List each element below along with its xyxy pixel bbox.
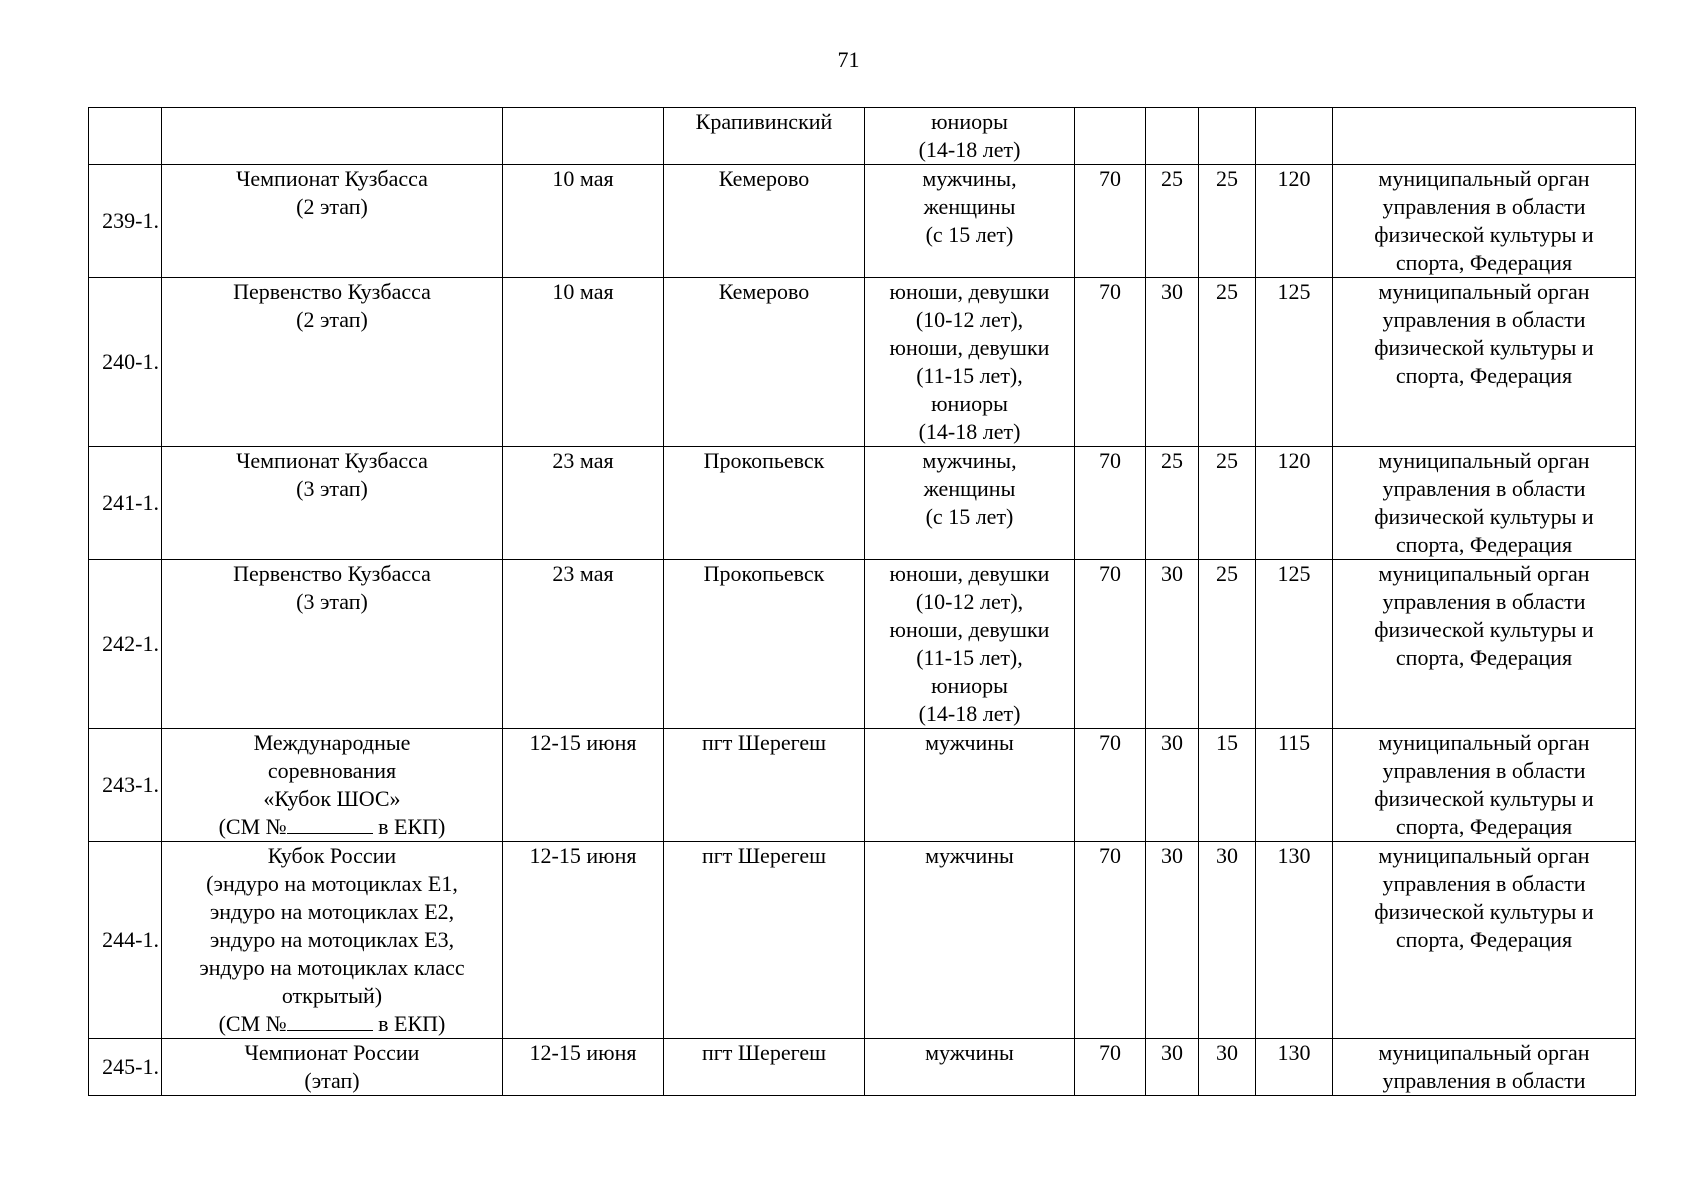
- participants-line: (с 15 лет): [925, 504, 1014, 529]
- participants-line: юниоры: [931, 391, 1008, 416]
- count-cell-1: 70: [1075, 1039, 1146, 1096]
- participants-cell: [865, 165, 1075, 278]
- count-cell-1: 70: [1075, 842, 1146, 1039]
- event-name-line: эндуро на мотоциклах Е3,: [209, 927, 455, 952]
- participants-line: юноши, девушки: [889, 279, 1050, 304]
- event-place-cell: Прокопьевск: [664, 560, 865, 729]
- event-name-line: (3 этап): [296, 589, 368, 614]
- count-cell-3: [1199, 108, 1256, 165]
- count-cell-3: 30: [1199, 1039, 1256, 1096]
- organizer-line: спорта, Федерация: [1395, 645, 1573, 670]
- count-cell-2: 30: [1146, 729, 1199, 842]
- count-cell-4: 125: [1256, 560, 1333, 729]
- event-place-cell: пгт Шерегеш: [664, 842, 865, 1039]
- event-name-cell: [162, 108, 503, 165]
- count-cell-4: 125: [1256, 278, 1333, 447]
- count-cell-2: 25: [1146, 165, 1199, 278]
- count-cell-1: 70: [1075, 729, 1146, 842]
- organizer-line: физической культуры и: [1374, 335, 1594, 360]
- count-cell-2: [1146, 108, 1199, 165]
- count-cell-2: 25: [1146, 447, 1199, 560]
- event-name-line: Чемпионат Кузбасса: [236, 448, 428, 473]
- event-name-line: Чемпионат России: [244, 1040, 420, 1065]
- event-date-cell: [503, 108, 664, 165]
- organizer-line: спорта, Федерация: [1395, 927, 1573, 952]
- participants-line: мужчины: [925, 843, 1014, 868]
- count-cell-4: 115: [1256, 729, 1333, 842]
- participants-cell: [865, 278, 1075, 447]
- organizer-line: спорта, Федерация: [1395, 250, 1573, 275]
- organizer-line: муниципальный орган: [1378, 1040, 1590, 1065]
- event-name-cell: [162, 1039, 503, 1096]
- table-row: [89, 278, 1636, 447]
- count-cell-2: 30: [1146, 278, 1199, 447]
- events-table-body: [89, 108, 1636, 1096]
- participants-cell: [865, 729, 1075, 842]
- event-number-cell: 244-1.: [89, 842, 162, 1039]
- organizer-line: физической культуры и: [1374, 617, 1594, 642]
- event-name-line: «Кубок ШОС»: [263, 786, 401, 811]
- organizer-line: управления в области: [1382, 1068, 1586, 1093]
- participants-line: юноши, девушки: [889, 335, 1050, 360]
- event-place-cell: Крапивинский: [664, 108, 865, 165]
- organizer-line: управления в области: [1382, 476, 1586, 501]
- count-cell-3: 25: [1199, 560, 1256, 729]
- event-date-cell: 12-15 июня: [503, 842, 664, 1039]
- event-name-line: Международные: [253, 730, 411, 755]
- event-name-line: Первенство Кузбасса: [233, 561, 431, 586]
- participants-line: мужчины: [925, 730, 1014, 755]
- count-cell-3: 25: [1199, 278, 1256, 447]
- ekp-number-blank: [287, 1010, 373, 1031]
- participants-line: (14-18 лет): [918, 137, 1021, 162]
- participants-line: юниоры: [931, 109, 1008, 134]
- event-name-line: Первенство Кузбасса: [233, 279, 431, 304]
- event-name-line: (этап): [304, 1068, 360, 1093]
- event-number-cell: 240-1.: [89, 278, 162, 447]
- participants-cell: [865, 447, 1075, 560]
- event-name-line: (эндуро на мотоциклах Е1,: [206, 871, 458, 896]
- participants-line: женщины: [923, 194, 1016, 219]
- count-cell-1: 70: [1075, 447, 1146, 560]
- event-number-cell: 242-1.: [89, 560, 162, 729]
- event-name-line: соревнования: [267, 758, 397, 783]
- event-date-cell: 12-15 июня: [503, 1039, 664, 1096]
- participants-line: (11-15 лет),: [916, 645, 1023, 670]
- organizer-line: муниципальный орган: [1378, 448, 1590, 473]
- count-cell-2: 30: [1146, 842, 1199, 1039]
- organizer-line: муниципальный орган: [1378, 166, 1590, 191]
- event-name-line: Кубок России: [267, 843, 397, 868]
- participants-line: (14-18 лет): [918, 419, 1021, 444]
- organizer-cell: [1333, 560, 1636, 729]
- organizer-cell: [1333, 108, 1636, 165]
- event-place-cell: Прокопьевск: [664, 447, 865, 560]
- organizer-line: физической культуры и: [1374, 222, 1594, 247]
- event-number-cell: 245-1.: [89, 1039, 162, 1096]
- count-cell-4: 130: [1256, 842, 1333, 1039]
- organizer-cell: [1333, 729, 1636, 842]
- organizer-cell: [1333, 165, 1636, 278]
- event-number-cell: [89, 108, 162, 165]
- organizer-line: муниципальный орган: [1378, 730, 1590, 755]
- ekp-suffix: в ЕКП): [372, 1011, 446, 1036]
- count-cell-3: 15: [1199, 729, 1256, 842]
- table-row: [89, 447, 1636, 560]
- participants-line: мужчины,: [922, 448, 1017, 473]
- participants-line: (с 15 лет): [925, 222, 1014, 247]
- events-table: [88, 107, 1636, 1096]
- organizer-line: управления в области: [1382, 758, 1586, 783]
- event-name-cell: [162, 278, 503, 447]
- ekp-suffix: в ЕКП): [372, 814, 446, 839]
- count-cell-4: 120: [1256, 447, 1333, 560]
- organizer-line: муниципальный орган: [1378, 843, 1590, 868]
- count-cell-3: 30: [1199, 842, 1256, 1039]
- event-name-line: открытый): [281, 983, 383, 1008]
- event-name-line: (2 этап): [296, 307, 368, 332]
- event-date-cell: 10 мая: [503, 278, 664, 447]
- event-name-cell: [162, 729, 503, 842]
- count-cell-4: 130: [1256, 1039, 1333, 1096]
- count-cell-3: 25: [1199, 165, 1256, 278]
- table-row: [89, 165, 1636, 278]
- event-number-cell: 241-1.: [89, 447, 162, 560]
- page-number: 71: [837, 47, 860, 72]
- event-name-line: (3 этап): [296, 476, 368, 501]
- count-cell-2: 30: [1146, 1039, 1199, 1096]
- event-date-cell: 12-15 июня: [503, 729, 664, 842]
- table-row: [89, 108, 1636, 165]
- event-place-cell: Кемерово: [664, 278, 865, 447]
- event-name-cell: [162, 447, 503, 560]
- organizer-cell: [1333, 278, 1636, 447]
- participants-line: мужчины: [925, 1040, 1014, 1065]
- organizer-line: управления в области: [1382, 589, 1586, 614]
- event-place-cell: пгт Шерегеш: [664, 729, 865, 842]
- table-row: [89, 1039, 1636, 1096]
- organizer-cell: [1333, 447, 1636, 560]
- count-cell-1: 70: [1075, 165, 1146, 278]
- count-cell-4: 120: [1256, 165, 1333, 278]
- participants-line: юноши, девушки: [889, 561, 1050, 586]
- participants-line: юноши, девушки: [889, 617, 1050, 642]
- count-cell-1: [1075, 108, 1146, 165]
- ekp-reference-line: [166, 1010, 498, 1038]
- ekp-number-blank: [287, 813, 373, 834]
- participants-cell: [865, 1039, 1075, 1096]
- event-date-cell: 10 мая: [503, 165, 664, 278]
- organizer-line: спорта, Федерация: [1395, 814, 1573, 839]
- organizer-line: муниципальный орган: [1378, 561, 1590, 586]
- organizer-line: физической культуры и: [1374, 786, 1594, 811]
- ekp-prefix: (СМ №: [218, 814, 287, 839]
- organizer-line: управления в области: [1382, 307, 1586, 332]
- participants-line: (10-12 лет),: [915, 589, 1024, 614]
- event-date-cell: 23 мая: [503, 560, 664, 729]
- participants-line: мужчины,: [922, 166, 1017, 191]
- event-number-cell: 243-1.: [89, 729, 162, 842]
- count-cell-1: 70: [1075, 278, 1146, 447]
- participants-line: женщины: [923, 476, 1016, 501]
- organizer-line: спорта, Федерация: [1395, 532, 1573, 557]
- table-row: [89, 729, 1636, 842]
- event-name-line: эндуро на мотоциклах Е2,: [209, 899, 455, 924]
- event-number-cell: 239-1.: [89, 165, 162, 278]
- table-row: [89, 560, 1636, 729]
- count-cell-2: 30: [1146, 560, 1199, 729]
- organizer-line: спорта, Федерация: [1395, 363, 1573, 388]
- organizer-line: муниципальный орган: [1378, 279, 1590, 304]
- count-cell-1: 70: [1075, 560, 1146, 729]
- count-cell-3: 25: [1199, 447, 1256, 560]
- participants-cell: [865, 842, 1075, 1039]
- organizer-line: физической культуры и: [1374, 899, 1594, 924]
- count-cell-4: [1256, 108, 1333, 165]
- participants-cell: [865, 108, 1075, 165]
- organizer-cell: [1333, 1039, 1636, 1096]
- organizer-line: физической культуры и: [1374, 504, 1594, 529]
- participants-cell: [865, 560, 1075, 729]
- organizer-cell: [1333, 842, 1636, 1039]
- ekp-reference-line: [166, 813, 498, 841]
- event-place-cell: пгт Шерегеш: [664, 1039, 865, 1096]
- organizer-line: управления в области: [1382, 194, 1586, 219]
- table-row: [89, 842, 1636, 1039]
- event-place-cell: Кемерово: [664, 165, 865, 278]
- event-name-cell: [162, 165, 503, 278]
- event-name-line: эндуро на мотоциклах класс: [199, 955, 465, 980]
- participants-line: (11-15 лет),: [916, 363, 1023, 388]
- participants-line: юниоры: [931, 673, 1008, 698]
- ekp-prefix: (СМ №: [218, 1011, 287, 1036]
- participants-line: (14-18 лет): [918, 701, 1021, 726]
- event-name-line: Чемпионат Кузбасса: [236, 166, 428, 191]
- participants-line: (10-12 лет),: [915, 307, 1024, 332]
- event-name-line: (2 этап): [296, 194, 368, 219]
- organizer-line: управления в области: [1382, 871, 1586, 896]
- event-date-cell: 23 мая: [503, 447, 664, 560]
- event-name-cell: [162, 560, 503, 729]
- event-name-cell: [162, 842, 503, 1039]
